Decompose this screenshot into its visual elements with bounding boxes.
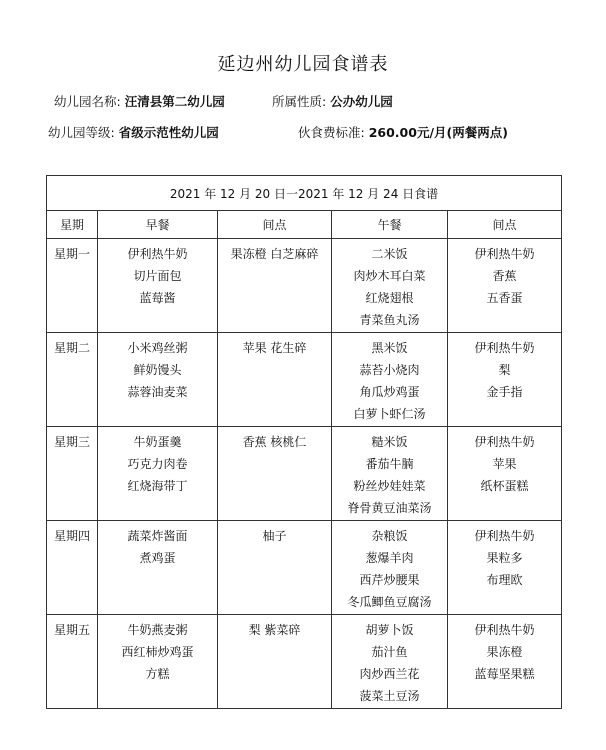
header-breakfast: 早餐: [98, 211, 218, 239]
snack1-cell: [218, 521, 332, 615]
menu-item: 煮鸡蛋: [139, 551, 176, 565]
weekday-cell: 星期五: [47, 615, 98, 709]
table-row: [47, 615, 562, 709]
breakfast-cell: [98, 239, 218, 333]
snack1-cell: [218, 427, 332, 521]
menu-item: 果冻橙: [486, 645, 523, 659]
menu-item: 伊利热牛奶: [474, 529, 535, 543]
header-weekday: 星期: [47, 211, 98, 239]
menu-item: 梨: [498, 363, 511, 377]
lunch-cell: [332, 521, 448, 615]
menu-item: 伊利热牛奶: [474, 435, 535, 449]
menu-item: 粉丝炒娃娃菜: [353, 479, 426, 493]
table-row: [47, 427, 562, 521]
menu-item: 胡萝卜饭: [365, 623, 414, 637]
menu-item: 西红柿炒鸡蛋: [121, 645, 194, 659]
menu-table: [46, 175, 562, 709]
breakfast-cell: [98, 427, 218, 521]
fee-label: 伙食费标准:: [298, 125, 365, 140]
menu-item: 黑米饭: [371, 341, 408, 355]
menu-item: 蓝莓坚果糕: [474, 667, 535, 681]
menu-item: 菠菜土豆汤: [359, 689, 420, 703]
menu-item: 梨 紫菜碎: [248, 623, 301, 637]
breakfast-cell: [98, 521, 218, 615]
snack2-cell: [448, 427, 562, 521]
menu-item: 牛奶燕麦粥: [127, 623, 188, 637]
header-snack-2: 间点: [448, 211, 562, 239]
menu-item: 伊利热牛奶: [127, 247, 188, 261]
menu-item: 蒜蓉油麦菜: [127, 385, 188, 399]
table-header-row: [47, 211, 562, 239]
fee-field: [298, 123, 508, 141]
snack2-cell: [448, 521, 562, 615]
table-row: [47, 239, 562, 333]
menu-item: 苹果 花生碎: [242, 341, 307, 355]
menu-item: 二米饭: [371, 247, 408, 261]
breakfast-cell: [98, 333, 218, 427]
menu-item: 红烧海带丁: [127, 479, 188, 493]
kindergarten-name-value: 汪清县第二幼儿园: [124, 94, 225, 109]
grade-value: 省级示范性幼儿园: [118, 125, 219, 140]
menu-item: 西芹炒腰果: [359, 573, 420, 587]
menu-item: 切片面包: [133, 269, 182, 283]
menu-item: 布理欧: [486, 573, 523, 587]
menu-item: 白萝卜虾仁汤: [353, 407, 426, 421]
menu-item: 鲜奶馒头: [133, 363, 182, 377]
menu-item: 果冻橙 白芝麻碎: [230, 247, 319, 261]
menu-item: 巧克力肉卷: [127, 457, 188, 471]
menu-item: 肉炒木耳白菜: [353, 269, 426, 283]
grade-field: [48, 123, 219, 141]
breakfast-cell: [98, 615, 218, 709]
lunch-cell: [332, 333, 448, 427]
lunch-cell: [332, 615, 448, 709]
menu-item: 冬瓜鲫鱼豆腐汤: [347, 595, 432, 609]
nature-value: 公办幼儿园: [330, 94, 393, 109]
lunch-cell: [332, 427, 448, 521]
menu-item: 方糕: [145, 667, 170, 681]
menu-item: 柚子: [262, 529, 287, 543]
table-row: [47, 521, 562, 615]
header-snack-1: 间点: [218, 211, 332, 239]
menu-item: 茄汁鱼: [371, 645, 408, 659]
menu-item: 牛奶蛋羹: [133, 435, 182, 449]
grade-label: 幼儿园等级:: [48, 125, 115, 140]
menu-item: 葱爆羊肉: [365, 551, 414, 565]
fee-value: 260.00元/月(两餐两点): [368, 125, 508, 140]
snack1-cell: [218, 333, 332, 427]
menu-item: 糙米饭: [371, 435, 408, 449]
weekday-cell: 星期四: [47, 521, 98, 615]
nature-label: 所属性质:: [272, 94, 327, 109]
menu-item: 伊利热牛奶: [474, 623, 535, 637]
menu-item: 香蕉: [492, 269, 517, 283]
snack1-cell: [218, 239, 332, 333]
menu-item: 五香蛋: [486, 291, 523, 305]
page-title: 延边州幼儿园食谱表: [217, 54, 389, 75]
snack2-cell: [448, 239, 562, 333]
menu-item: 番茄牛腩: [365, 457, 414, 471]
menu-item: 苹果: [492, 457, 517, 471]
menu-item: 红烧翅根: [365, 291, 414, 305]
menu-item: 果粒多: [486, 551, 523, 565]
menu-item: 香蕉 核桃仁: [242, 435, 307, 449]
menu-item: 金手指: [486, 385, 523, 399]
weekday-cell: 星期一: [47, 239, 98, 333]
menu-item: 青菜鱼丸汤: [359, 313, 420, 327]
lunch-cell: [332, 239, 448, 333]
menu-item: 蒜苔小烧肉: [359, 363, 420, 377]
snack2-cell: [448, 615, 562, 709]
menu-item: 纸杯蛋糕: [480, 479, 529, 493]
menu-item: 蓝莓酱: [139, 291, 176, 305]
menu-item: 伊利热牛奶: [474, 247, 535, 261]
menu-item: 蔬菜炸酱面: [127, 529, 188, 543]
menu-item: 肉炒西兰花: [359, 667, 420, 681]
menu-item: 伊利热牛奶: [474, 341, 535, 355]
menu-item: 小米鸡丝粥: [127, 341, 188, 355]
menu-item: 杂粮饭: [371, 529, 408, 543]
header-lunch: 午餐: [332, 211, 448, 239]
menu-item: 脊骨黄豆油菜汤: [347, 501, 432, 515]
kindergarten-name-label: 幼儿园名称:: [54, 94, 121, 109]
kindergarten-name-field: [54, 92, 225, 110]
snack2-cell: [448, 333, 562, 427]
table-row: [47, 333, 562, 427]
table-caption: 2021 年 12 月 20 日一2021 年 12 月 24 日食谱: [47, 176, 562, 211]
weekday-cell: 星期三: [47, 427, 98, 521]
menu-item: 角瓜炒鸡蛋: [359, 385, 420, 399]
nature-field: [272, 92, 393, 110]
snack1-cell: [218, 615, 332, 709]
weekday-cell: 星期二: [47, 333, 98, 427]
